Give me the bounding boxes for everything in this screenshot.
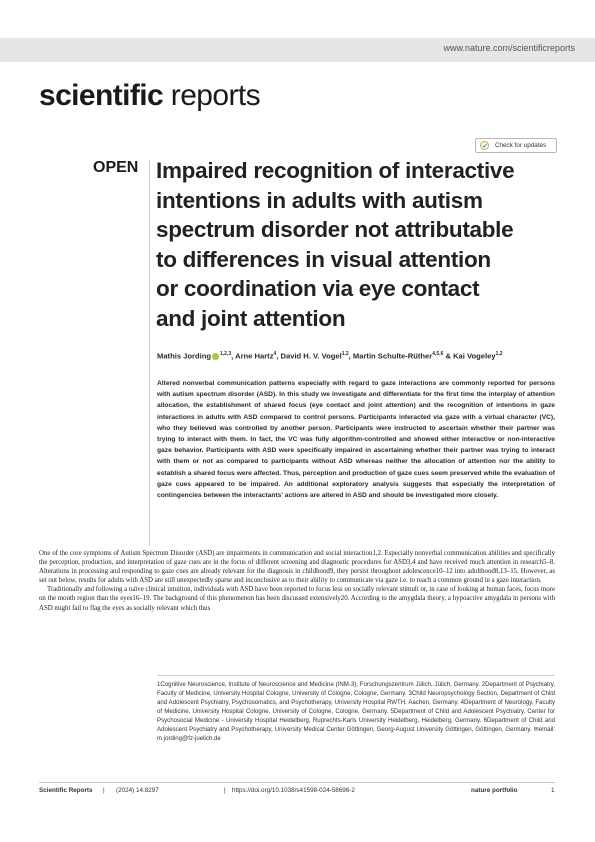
check-for-updates-button[interactable]: [475, 138, 557, 153]
title-divider: [149, 160, 150, 546]
affiliation-divider: [157, 675, 555, 676]
nature-portfolio-logo: nature portfolio: [471, 787, 518, 794]
journal-logo[interactable]: [39, 78, 260, 114]
title-line: to differences in visual attention: [156, 246, 491, 272]
footer-doi-link[interactable]: https://doi.org/10.1038/s41598-024-58696-2: [232, 787, 355, 794]
footer-divider: [39, 782, 555, 783]
author-affiliation-sup: 4: [273, 351, 277, 357]
author-separator: ,: [276, 351, 281, 361]
author-separator: ,: [348, 351, 353, 361]
affiliations: 1Cognitive Neuroscience, Institute of Neuroscience and Medicine (INM-3), Forschungszentrum Jülich, Jülich, Germany. 2Department of Psychiatry, Faculty of Medicine, University Hospital Cologne, University of Cologne, Cologne, Germany. 3Child Neuropsychology Section, Department of Child and Adolescent Psychiatry, Psychosomatics, and Psychotherapy, University Hospital RWTH, Aachen, Germany. 4Department of Neurology, Faculty of Medicine, University Hospital Cologne, University of Cologne, Cologne, Germany. 5Department of Child and Adolescent Psychiatry, Center for Psychosocial Medicine - University Hospital Heidelberg, Ruprechts-Karls University Heidelberg, Heidelberg, Germany. 6Department of Child and Adolescent Psychiatry and Psychotherapy, University Medical Center Göttingen, Georg-August University Göttingen, Göttingen, Germany. ✉email: m.jording@fz-juelich.de: [157, 681, 555, 742]
author-affiliation-sup: 1,2: [495, 351, 503, 357]
footer-journal: Scientific Reports: [39, 787, 93, 794]
footer-separator: |: [224, 787, 226, 794]
author-affiliation-sup: 1,2,3: [220, 351, 232, 357]
title-line: or coordination via eye contact: [156, 276, 480, 301]
page-footer: [0, 787, 595, 799]
author-affiliation-sup: 4,5,6: [432, 351, 444, 357]
author-separator: ,: [231, 351, 236, 361]
body-paragraph: Traditionally and following a naïve clinical intuition, individuals with ASD have been reported to focus less on socially relevant stimuli or, in case of looking at human faces, focus more on the mouth region than the eyes16–19. The background of this phenomenon has been discussed extensively20. According to the amygdala theory, a hypoactive amygdala in persons with ASD might fail to flag the eyes as socially relevant which thus: [39, 586, 555, 612]
page-number: 1: [551, 787, 555, 794]
title-line: Impaired recognition of interactive: [156, 158, 515, 183]
check-updates-icon: [480, 141, 489, 150]
author-affiliation-sup: 1,2: [341, 351, 349, 357]
author-separator: &: [443, 351, 454, 361]
journal-url-link[interactable]: www.nature.com/scientificreports: [443, 43, 575, 53]
title-line: and joint attention: [156, 305, 346, 331]
footer-citation: (2024) 14:8297: [116, 787, 159, 794]
orcid-icon[interactable]: [212, 353, 219, 360]
footer-separator: |: [103, 787, 105, 794]
abstract: Altered nonverbal communication patterns especially with regard to gaze interactions are commonly reported for persons with autism spectrum disorder (ASD). In this study we investigate and differentiate for the first time the interplay of attention allocation, the establishment of shared focus (eye contact and joint attention) and the recognition of intentions in gaze interactions in adults with ASD compared to control persons. Participants interacted via gaze with a virtual character (VC), who they believed was controlled by another person. Participants were instructed to ascertain whether their partner was trying to interact with them. In fact, the VC was fully algorithm-controlled and showed either interactive or non-interactive gaze behavior. Participants with ASD were specifically impaired in ascertaining whether their partner was trying to interact with them or not as compared to participants without ASD whereas neither the allocation of attention nor the ability to establish a shared focus were affected. Thus, perception and production of gaze cues seem preserved while the evaluation of gaze cues appeared to be impaired. An additional exploratory analysis suggests that especially the interpretation of contingencies between the interactants' actions are altered in ASD and should be investigated more closely.: [157, 380, 555, 500]
title-line: spectrum disorder not attributable: [156, 217, 514, 242]
journal-logo-light: reports: [163, 79, 260, 112]
body-text: [39, 549, 555, 613]
body-paragraph: One of the core symptoms of Autism Spectrum Disorder (ASD) are impairments in communication and social interaction1,2. Especially nonverbal communication abilities and specifically the perception, production, and interpretation of gaze cues are in the focus of different screening and diagnostic procedures for ASD3,4 and have received much attention in research5–8. Alterations in processing and responding to gaze cues are already relevant for the diagnosis in childhood9, they persist throughout adolescence10–12 into adulthood8,13–15. However, as set out below, results for adults with ASD are still unexpectedly sparse and inconclusive as to their ability to communicate via gaze i.e. to reach a common ground in a gaze interaction.: [39, 550, 555, 585]
article-title: [156, 156, 556, 333]
author-name[interactable]: Mathis Jording: [157, 351, 212, 361]
open-access-label: OPEN: [93, 159, 139, 176]
check-for-updates-label: Check for updates: [495, 142, 547, 149]
journal-logo-bold: scientific: [39, 79, 164, 112]
author-list: [157, 348, 557, 363]
top-bar: [0, 38, 595, 62]
author-name[interactable]: David H. V. Vogel: [280, 351, 342, 361]
author-name[interactable]: Arne Hartz: [235, 351, 274, 361]
title-line: intentions in adults with autism: [156, 187, 483, 213]
author-name[interactable]: Martin Schulte-Rüther: [352, 351, 433, 361]
author-name[interactable]: Kai Vogeley: [453, 351, 496, 361]
